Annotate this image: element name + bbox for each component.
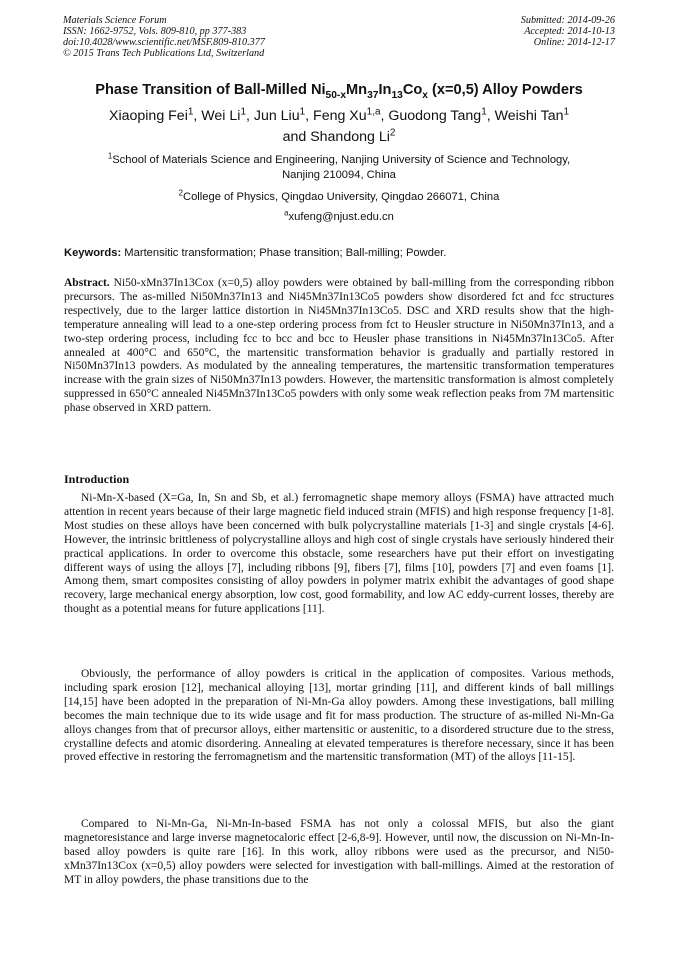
doi-line: doi:10.4028/www.scientific.net/MSF.809-810.377 <box>63 37 265 48</box>
keywords: Keywords: Martensitic transformation; Phase transition; Ball-milling; Powder. <box>64 247 447 259</box>
journal-header-right <box>521 15 615 48</box>
intro-paragraph-2: Obviously, the performance of alloy powders is critical in the application of composites. Various methods, including spark erosion [12], mechanical alloying [13], mortar grinding [11], and different kinds of ball millings [14,15] have been adopted in the preparation of Ni-Mn-Ga alloy powders. Among these investigations, ball milling becomes the main technique due to its wide usage and fit for mass production. The structure of as-milled Ni-Mn-Ga alloys changes from that of precursor alloys, either martensitic or austenitic, to a disordered structure due to the stress, crystalline defects and atomic disordering. Annealing at elevated temperatures is therefore necessary, since it has been proved effective in restoring the ferromagnetism and the martensitic transformation (MT) of the alloys [11-15]. <box>64 668 614 764</box>
affiliation-1: $^1$School of Materials Science and Engineering, Nanjing University of Science and Technology, Nanjing 210094, China <box>107 151 571 181</box>
author-list: Xiaoping Fei$^1$, Wei Li$^1$, Jun Liu$^1$, Feng Xu$^{1,a}$, Guodong Tang$^1$, Weishi Tan$^1$ and Shandong Li$^2$ <box>108 106 570 145</box>
paper-title: Phase Transition of Ball-Milled $Ni_{50-x}Mn_{37}In_{13}Co_x$ (x=0,5) Alloy Powders <box>95 82 583 101</box>
issn-line: ISSN: 1662-9752, Vols. 809-810, pp 377-383 <box>63 26 247 37</box>
copyright-line: © 2015 Trans Tech Publications Ltd, Switzerland <box>63 48 265 59</box>
intro-paragraph-3: Compared to Ni-Mn-Ga, Ni-Mn-In-based FSMA has not only a colossal MFIS, but also the giant magnetoresistance and large inverse magnetocaloric effect [2-6,8-9]. However, until now, the discussion on Ni-Mn-In-based alloy powders is quite rare [16]. In this work, alloy ribbons were used as the precursor, and Ni50-xMn37In13Cox (x=0,5) alloy powders were selected for investigation with ball-millings. Aimed at the restoration of MT in alloy powders, the phase transitions due to the <box>64 818 614 886</box>
journal-name: Materials Science Forum <box>63 15 167 26</box>
abstract-text: Ni50-xMn37In13Cox (x=0,5) alloy powders were obtained by ball-milling from the corresponding ribbon precursors. The as-milled Ni50Mn37In13 and Ni45Mn37In13Co5 powders show disordered fct and fcc structures respectively, due to the larger lattice distortion in Ni45Mn37In13Co5. DSC and XRD results show that the high-temperature annealing will lead to a one-step ordering process from fct to Heusler structure in Ni50Mn37In13, and a two-step ordering process, including fcc to bcc and bcc to Heusler phase transitions in Ni45Mn37In13Co5. After annealed at 400°C and 650°C, the martensitic transformation behavior is gradually and partially restored in Ni50Mn37In13 powders. As modulated by the annealing temperatures, the martensitic transformation temperatures increase with the grain sizes of Ni50Mn37In13 powders. However, the martensitic transformation is almost completely suppressed in 650°C annealed Ni45Mn37In13Co5 powders with only some weak reflection peaks from 7M martensitic phase observed in XRD pattern. <box>64 277 614 415</box>
section-heading-introduction: Introduction <box>64 472 130 486</box>
intro-paragraph-1: Ni-Mn-X-based (X=Ga, In, Sn and Sb, et al.) ferromagnetic shape memory alloys (FSMA) have attracted much attention in recent years because of their large magnetic field induced strain (MFIS) and high response frequency [1-8]. Most studies on these alloys have been concerned with bulk polycrystalline materials [1-3] and single crystals [4-6]. However, the intrinsic brittleness of polycrystalline alloys and high cost of single crystals have seriously hindered their practical applications. In order to overcome this obstacle, some researchers have put their effort on investigating different ways of using the alloys [7], including ribbons [9], fibers [7], films [10], powders [7] and even foams [1]. Among them, smart composites consisting of alloy powders in polymer matrix exhibit the advantages of good shape recovery, large mechanical energy absorption, low cost, good formability, and low AC eddy-current losses, thereby are thought as a potential means for future applications [11]. <box>64 492 614 616</box>
abstract <box>64 277 614 416</box>
abstract-label: Abstract. <box>64 277 110 289</box>
submitted-date: Submitted: 2014-09-26 <box>520 15 615 26</box>
accepted-date: Accepted: 2014-10-13 <box>524 26 615 37</box>
affiliation-2: $^2$College of Physics, Qingdao University, Qingdao 266071, China <box>178 188 500 203</box>
online-date: Online: 2014-12-17 <box>533 37 615 48</box>
corresponding-email[interactable]: $^a$xufeng@njust.edu.cn <box>284 208 394 223</box>
journal-header-left <box>63 15 265 59</box>
